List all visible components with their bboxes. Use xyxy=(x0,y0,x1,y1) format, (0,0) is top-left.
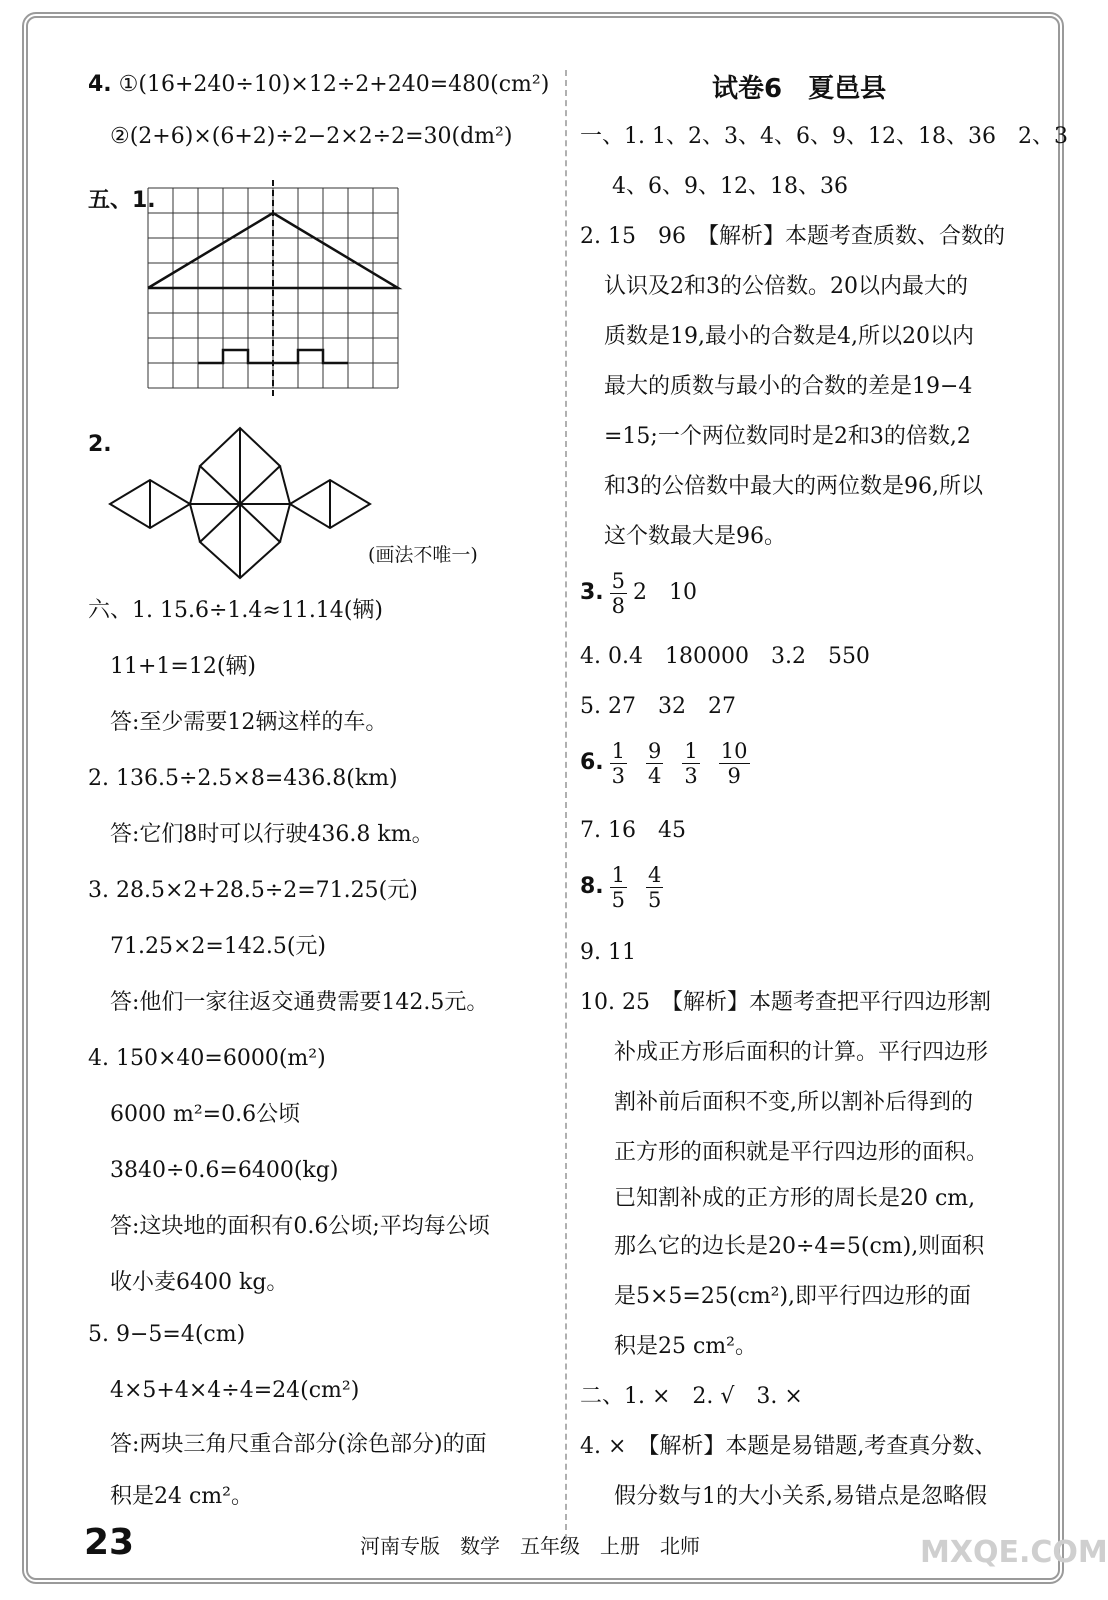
grid-figure xyxy=(148,188,400,392)
a8-label: 8. xyxy=(580,874,604,899)
s6-3c: 答:他们一家往返交通费需要142.5元。 xyxy=(110,990,489,1015)
s5-label: 五、1. xyxy=(88,188,156,213)
a10c: 割补前后面积不变,所以割补后得到的 xyxy=(614,1090,973,1115)
s6-5d: 积是24 cm²。 xyxy=(110,1484,253,1509)
s6-4: 4. 150×40=6000(m²) xyxy=(88,1046,326,1071)
a2g: 这个数最大是96。 xyxy=(604,524,786,549)
b1: 二、1. × 2. √ 3. × xyxy=(580,1384,803,1409)
a1: 一、1. 1、2、3、4、6、9、12、18、36 2、3 xyxy=(580,124,1068,149)
a2b: 认识及2和3的公倍数。20以内最大的 xyxy=(604,274,968,299)
a9: 9. 11 xyxy=(580,940,636,965)
rhombus-left xyxy=(110,480,190,528)
b4: 4. × 【解析】本题是易错题,考查真分数、 xyxy=(580,1434,997,1459)
a10b: 补成正方形后面积的计算。平行四边形 xyxy=(614,1040,989,1065)
rhombus-top xyxy=(200,428,280,504)
exam-title: 试卷6 夏邑县 xyxy=(712,74,887,104)
s6-1: 六、1. 15.6÷1.4≈11.14(辆) xyxy=(88,598,383,623)
s6-2: 2. 136.5÷2.5×8=436.8(km) xyxy=(88,766,398,791)
a6 xyxy=(580,738,756,788)
s6-1c: 答:至少需要12辆这样的车。 xyxy=(110,710,388,735)
a2f: 和3的公倍数中最大的两位数是96,所以 xyxy=(604,474,983,499)
watermark: MXQE.COM xyxy=(920,1535,1108,1570)
s6-2b: 答:它们8时可以行驶436.8 km。 xyxy=(110,822,434,847)
s5-2-label: 2. xyxy=(88,432,112,457)
rhombus-right xyxy=(290,480,370,528)
rhombus-bottom xyxy=(200,504,280,578)
a4: 4. 0.4 180000 3.2 550 xyxy=(580,644,870,669)
a5: 5. 27 32 27 xyxy=(580,694,736,719)
a3-label: 3. xyxy=(580,580,604,605)
s6-5: 5. 9−5=4(cm) xyxy=(88,1322,246,1347)
a10d: 正方形的面积就是平行四边形的面积。 xyxy=(614,1140,989,1165)
a8 xyxy=(580,862,669,912)
s6-4d: 答:这块地的面积有0.6公顷;平均每公顷 xyxy=(110,1214,490,1239)
a10: 10. 25 【解析】本题考查把平行四边形割 xyxy=(580,990,991,1015)
a6-fraction-3: $\frac{1}{3}$ xyxy=(684,738,698,788)
q4-label: 4. xyxy=(88,72,112,97)
page-number: 23 xyxy=(84,1522,135,1563)
a2c: 质数是19,最小的合数是4,所以20以内 xyxy=(604,324,974,349)
a3 xyxy=(580,568,697,618)
a6-fraction-4: $\frac{10}{9}$ xyxy=(720,738,748,788)
a2: 2. 15 96 【解析】本题考查质数、合数的 xyxy=(580,224,1005,249)
a10f: 那么它的边长是20÷4=5(cm),则面积 xyxy=(614,1234,985,1259)
a7: 7. 16 45 xyxy=(580,818,686,843)
s6-5b: 4×5+4×4÷4=24(cm²) xyxy=(110,1378,360,1403)
column-divider xyxy=(565,70,567,1540)
s6-3: 3. 28.5×2+28.5÷2=71.25(元) xyxy=(88,878,418,903)
b4b: 假分数与1的大小关系,易错点是忽略假 xyxy=(614,1484,987,1509)
a8-fraction-1: $\frac{1}{5}$ xyxy=(611,862,626,912)
a10g: 是5×5=25(cm²),即平行四边形的面 xyxy=(614,1284,972,1309)
q4-line2: ②(2+6)×(6+2)÷2−2×2÷2=30(dm²) xyxy=(110,124,513,149)
s6-5c: 答:两块三角尺重合部分(涂色部分)的面 xyxy=(110,1432,487,1457)
s6-3b: 71.25×2=142.5(元) xyxy=(110,934,326,959)
footer: 河南专版 数学 五年级 上册 北师 xyxy=(360,1534,700,1558)
s6-4c: 3840÷0.6=6400(kg) xyxy=(110,1158,339,1183)
a10h: 积是25 cm²。 xyxy=(614,1334,757,1359)
a8-fraction-2: $\frac{4}{5}$ xyxy=(648,862,662,912)
a1b: 4、6、9、12、18、36 xyxy=(612,174,848,199)
a2d: 最大的质数与最小的合数的差是19−4 xyxy=(604,374,973,399)
a6-label: 6. xyxy=(580,750,604,775)
a3-rest: 2 10 xyxy=(633,580,698,605)
a6-fraction-2: $\frac{9}{4}$ xyxy=(648,738,662,788)
q4-line1 xyxy=(88,70,549,100)
a2e: =15;一个两位数同时是2和3的倍数,2 xyxy=(604,424,971,449)
s6-4b: 6000 m²=0.6公顷 xyxy=(110,1102,301,1127)
rhombus-figure xyxy=(110,428,410,578)
s6-1b: 11+1=12(辆) xyxy=(110,654,257,679)
a6-fraction-1: $\frac{1}{3}$ xyxy=(611,738,626,788)
s5-2-note: (画法不唯一) xyxy=(368,544,478,566)
q4-answer-1: ①(16+240÷10)×12÷2+240=480(cm²) xyxy=(118,72,550,97)
s6-4e: 收小麦6400 kg。 xyxy=(110,1270,289,1295)
a10e: 已知割补成的正方形的周长是20 cm, xyxy=(614,1186,976,1211)
a3-fraction: $\frac{5}{8}$ xyxy=(611,568,626,618)
